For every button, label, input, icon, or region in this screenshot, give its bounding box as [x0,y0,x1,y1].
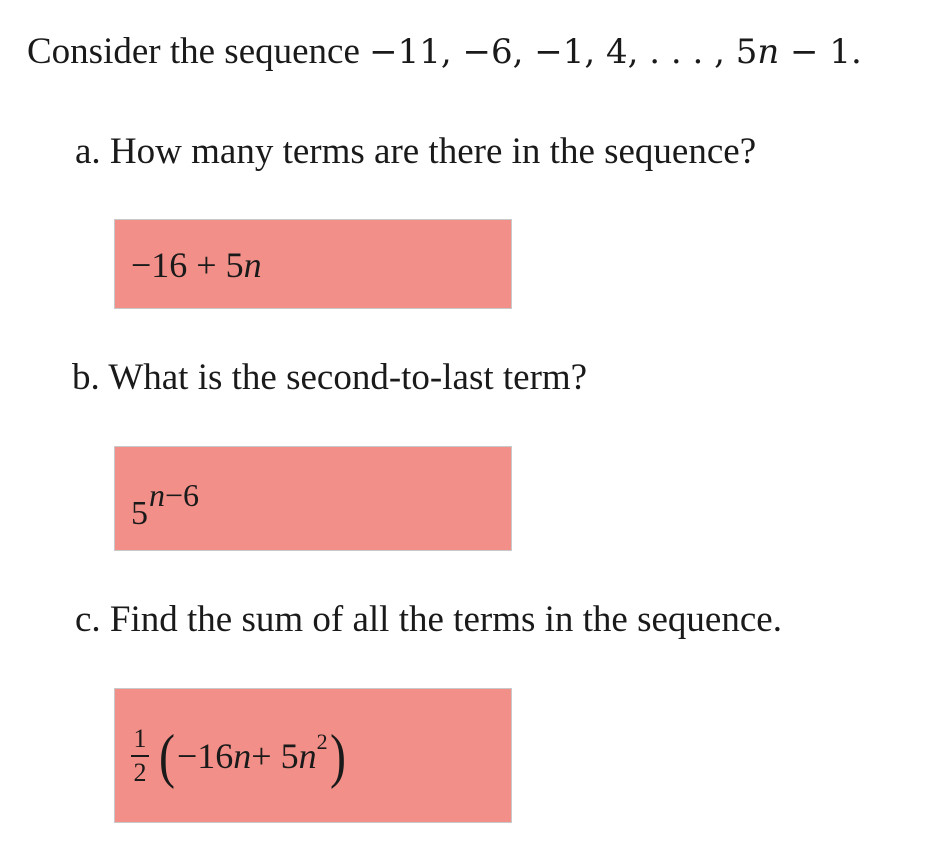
stem-suffix: − 1. [779,32,862,72]
part-b-exponent-rest: −6 [165,477,200,513]
fraction-bar [131,755,149,757]
part-b-answer-field[interactable] [114,446,512,551]
part-b-exponent-variable: n [149,477,165,513]
part-b-answer [131,477,200,532]
part-a-answer [131,244,262,286]
part-c-power: 2 [316,729,328,754]
question-stem [27,28,862,76]
part-a-answer-prefix: −16 + 5 [131,245,244,285]
part-b-answer-base: 5 [131,495,148,532]
part-a-answer-field[interactable] [114,219,512,309]
part-a-prompt: a. How many terms are there in the sequence? [75,131,757,172]
close-paren: ) [329,723,346,789]
part-c-answer [131,711,348,801]
part-c-term1: −16 [176,736,234,776]
part-c-answer-field[interactable] [114,688,512,823]
fraction-denominator: 2 [133,758,147,787]
part-c-var2: n [298,736,317,776]
part-a-answer-variable: n [243,245,262,285]
stem-prefix: Consider the sequence [27,31,370,72]
part-c-op: + 5 [251,736,299,776]
stem-sequence [369,32,862,72]
part-c-var1: n [233,736,252,776]
part-c-fraction [131,725,149,787]
fraction-numerator: 1 [133,724,147,753]
open-paren: ( [158,723,175,789]
stem-terms: −11, −6, −1, 4, . . . , 5 [369,32,758,72]
part-c-prompt: c. Find the sum of all the terms in the sequence. [75,599,782,640]
stem-variable: n [757,32,780,72]
part-b-prompt: b. What is the second-to-last term? [72,357,588,398]
part-b-answer-exponent [149,477,199,513]
